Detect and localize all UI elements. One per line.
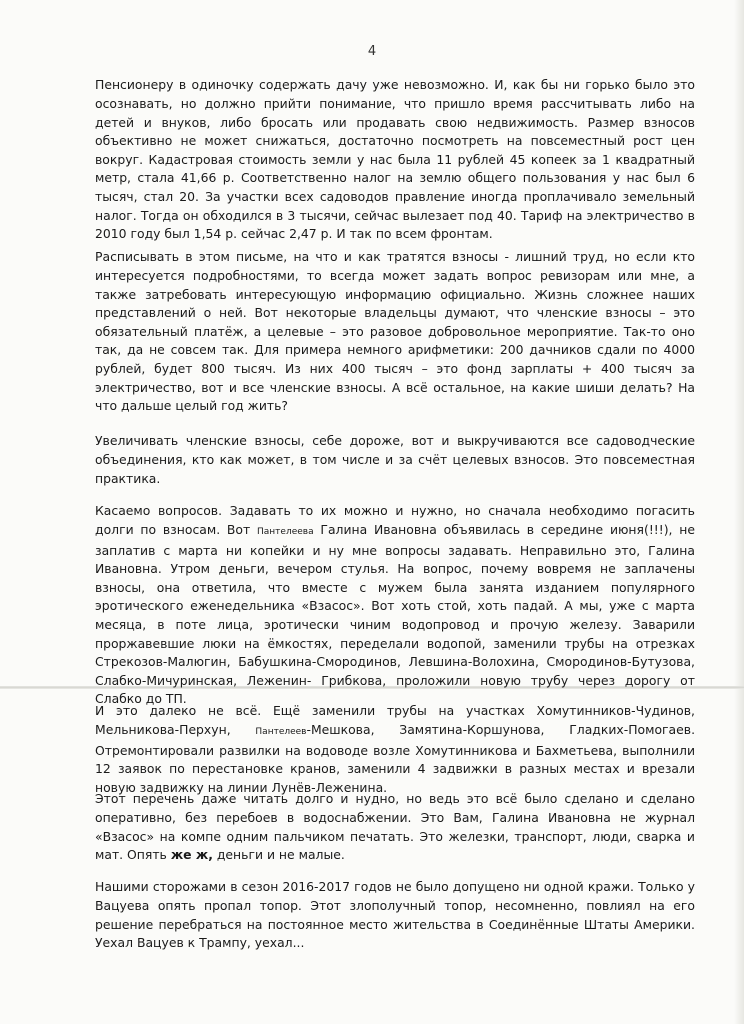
paragraph-1-text: Пенсионеру в одиночку содержать дачу уже невозможно. И, как бы ни горько было это осознавать, но должно прийти понимание, что пришло время рассчитывать либо на детей и внуков, либо бросать или продавать свою недвижимость. Размер взносов объективно не может снижаться, достаточно посмотреть на повсеместный рост цен вокруг. Кадастровая стоимость земли у нас была 11 рублей 45 копеек за 1 квадратный метр, стала 41,66 р. Соответственно налог на землю общего пользования у нас был 6 тысяч, стал 20. За участки всех садоводов правление иногда проплачивало земельный налог. Тогда он обходился в 3 тысячи, сейчас вылезает под 40. Тариф на электричество в 2010 году был 1,54 р. сейчас 2,47 р. И так по всем фронтам.	[95, 77, 695, 242]
paragraph-3-text: Увеличивать членские взносы, себе дороже, вот и выкручиваются все садоводческие объединения, кто как может, в том числе и за счёт целевых взносов. Это повсеместная практика.	[95, 433, 695, 486]
paragraph-2	[95, 248, 695, 415]
paragraph-7-text: Нашими сторожами в сезон 2016-2017 годов не было допущено ни одной кражи. Только у Вацуева опять пропал топор. Этот злополучный топор, несомненно, повлиял на его решение перебраться на постоянное место жительства в Соединённые Штаты Америки. Уехал Вацуев к Трампу, уехал...	[95, 879, 695, 951]
paragraph-4	[95, 502, 695, 709]
paragraph-4-text-a: Касаемо вопросов. Задавать то их можно и нужно, но сначала необходимо погасить долги по взносам. Вот	[95, 503, 695, 537]
handwritten-name-pantelееva: Пантелеева	[257, 526, 314, 537]
paragraph-3	[95, 432, 695, 488]
paragraph-6-text-a: Этот перечень даже читать долго и нудно, но ведь это всё было сделано и сделано оперативно, без перебоев в водоснабжении. Это Вам, Галина Ивановна не журнал «Взасос» на компе одним пальчиком печатать. Это железки, транспорт, люди, сварка и мат. Опять	[95, 791, 695, 863]
paragraph-5-text-a: И это далеко не всё. Ещё заменили трубы на участках Хомутинников-Чудинов, Мельникова-Перхун,	[95, 703, 695, 737]
page-edge-shadow	[734, 0, 744, 1024]
paragraph-5-text-b: -Мешкова, Замятина-Коршунова, Гладких-Помогаев. Отремонтировали развилки на водоводе возле Хомутинникова и Бахметьева, выполнили 12 заявок по перестановке кранов, заменили 4 задвижки в разных местах и врезали новую задвижку на линии Лунёв-Леженина.	[95, 721, 696, 795]
paragraph-6-text-b: деньги и не малые.	[212, 847, 345, 863]
paragraph-4-text-b: Галина Ивановна объявилась в середине июня(!!!), не заплатив с марта ни копейки и ну мне вопросы задавать. Неправильно это, Галина Ивановна. Утром деньги, вечером стулья. На вопрос, почему вовремя не заплачены взносы, она ответила, что вместе с мужем была занята изданием популярного эротического еженедельника «Взасос». Вот хоть стой, хоть падай. А мы, уже с марта месяца, в поте лица, эротически чиним водопровод и прочую железу. Заварили проржавевшие люки на ёмкостях, переделали водопой, заменили трубы на отрезках Стрекозов-Малюгин, Бабушкина-Смородинов, Левшина-Волохина, Смородинов-Бутузова, Слабко-Мичуринская, Леженин- Грибкова, проложили новую трубу через дорогу от Слабко до ТП.	[95, 521, 695, 707]
inserted-name-panteleev: Пантелеев	[255, 726, 307, 737]
paragraph-6-bold: же ж,	[170, 847, 213, 863]
paragraph-2-text: Расписывать в этом письме, на что и как тратятся взносы - лишний труд, но если кто интересуется подробностями, то всегда может задать вопрос ревизорам или мне, а также затребовать интересующую информацию официально. Жизнь сложнее наших представлений о ней. Вот некоторые владельцы думают, что членские взносы – это обязательный платёж, а целевые – это разовое добровольное мероприятие. Так-то оно так, да не совсем так. Для примера немного арифметики: 200 дачников сдали по 4000 рублей, будет 800 тысяч. Из них 400 тысяч – это фонд зарплаты + 400 тысяч за электричество, вот и все членские взносы. А всё остальное, на какие шиши делать? На что дальше целый год жить?	[95, 249, 695, 414]
paragraph-7	[95, 878, 695, 952]
page-number: 4	[367, 44, 377, 59]
paragraph-6	[95, 790, 695, 864]
paragraph-1	[95, 76, 695, 243]
paragraph-5	[95, 702, 695, 797]
